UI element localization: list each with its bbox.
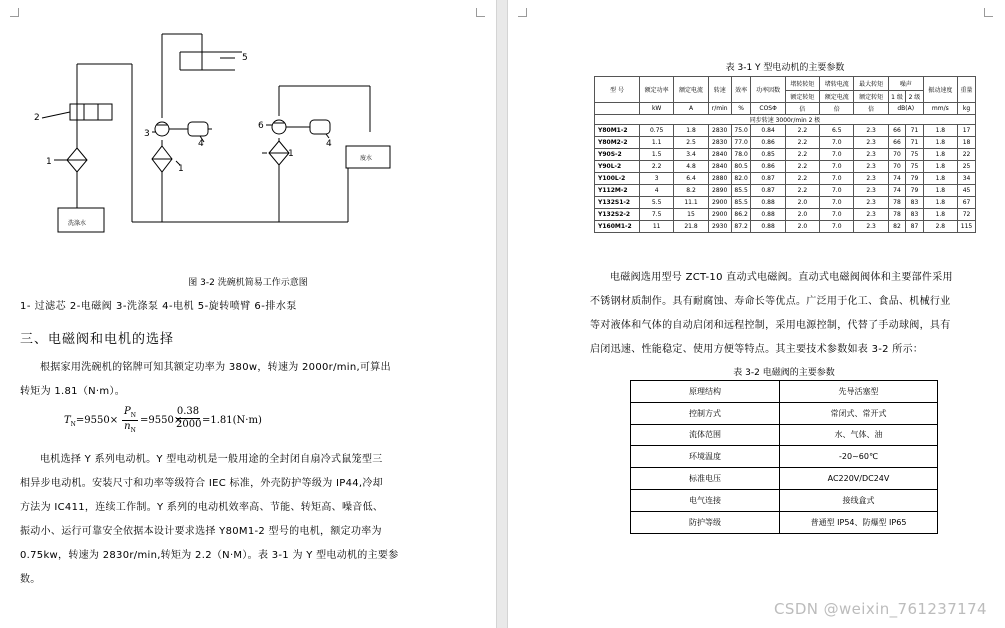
table-cell: 1.8	[923, 125, 957, 137]
table-row	[595, 125, 976, 137]
table-row	[595, 161, 976, 173]
motor	[188, 122, 208, 136]
table-cell: 1.8	[923, 197, 957, 209]
table-row	[595, 173, 976, 185]
table-row	[631, 489, 938, 511]
table-cell: 7.0	[820, 161, 854, 173]
table-row	[595, 209, 976, 221]
table-cell: 2930	[708, 221, 731, 233]
table-cell: 71	[906, 137, 923, 149]
table-cell: 7.0	[820, 197, 854, 209]
param-name-cell: 控制方式	[631, 402, 780, 424]
table-cell: 45	[958, 185, 976, 197]
motor-model-cell: Y132S2-2	[595, 209, 640, 221]
paragraph-line: 等对液体和气体的自动启闭和远程控制，采用电源控制，代替了手动球阀，具有	[590, 320, 951, 331]
param-value-cell: AC220V/DC24V	[780, 468, 938, 490]
table-cell: 25	[958, 161, 976, 173]
table-cell: 1.8	[674, 125, 708, 137]
table-cell: 0.88	[751, 209, 785, 221]
table-cell: 7.5	[640, 209, 674, 221]
table-cell: 2.2	[785, 185, 819, 197]
formula-symbol: P	[124, 406, 131, 417]
tank-label: 洗涤水	[68, 220, 87, 227]
paragraph-line: 相异步电动机。安装尺寸和功率等级符合 IEC 标准，外壳防护等级为 IP44,冷却	[20, 478, 383, 489]
formula-text: =9550×	[140, 415, 183, 426]
table-header-cell: 重量	[958, 77, 976, 103]
paragraph-line: 方法为 IC411，连续工作制。Y 系列的电动机效率高、节能、转矩高、噪音低、	[20, 502, 384, 513]
table-cell: 4	[640, 185, 674, 197]
paragraph-line: 数。	[20, 574, 41, 585]
table-cell: 11	[640, 221, 674, 233]
table-cell: 72	[958, 209, 976, 221]
motor-model-cell: Y132S1-2	[595, 197, 640, 209]
motor-model-cell: Y90S-2	[595, 149, 640, 161]
table-cell: 66	[888, 137, 905, 149]
table-cell: 21.8	[674, 221, 708, 233]
table-cell: 2.2	[785, 149, 819, 161]
table-cell: 66	[888, 125, 905, 137]
diagram-label: 2	[34, 113, 40, 123]
table-cell: 70	[888, 149, 905, 161]
diagram-label: 1	[46, 157, 52, 167]
table-cell: 4.8	[674, 161, 708, 173]
table-cell: 0.86	[751, 161, 785, 173]
table-cell: 7.0	[820, 173, 854, 185]
table-cell: 2.2	[785, 173, 819, 185]
param-value-cell: 水、气体、油	[780, 424, 938, 446]
formula-subscript: N	[70, 421, 76, 428]
table-cell: 7.0	[820, 221, 854, 233]
tank-label: 废水	[360, 155, 373, 162]
formula-subscript: N	[130, 427, 136, 434]
formula-text: =9550×	[75, 415, 119, 426]
table-unit-cell: mm/s	[923, 103, 957, 115]
table-caption: 表 3-2 电磁阀的主要参数	[733, 368, 835, 378]
table-cell: 11.1	[674, 197, 708, 209]
formula-symbol: T	[64, 415, 71, 426]
table-cell: 1.8	[923, 185, 957, 197]
table-cell: 74	[888, 185, 905, 197]
table-row	[595, 137, 976, 149]
formula-symbol: n	[124, 421, 131, 432]
table-cell: 7.0	[820, 149, 854, 161]
table-row	[631, 381, 938, 403]
wash-pump	[155, 122, 169, 136]
table-cell: 2.0	[785, 197, 819, 209]
table-header-cell: 最大转矩	[854, 77, 888, 91]
table-cell: 34	[958, 173, 976, 185]
table-row	[631, 402, 938, 424]
table-cell: 2.2	[785, 137, 819, 149]
paragraph	[590, 266, 1000, 362]
table-unit-cell: kW	[640, 103, 674, 115]
figure-caption: 图 3-2 洗碗机简易工作示意图	[188, 278, 308, 288]
formula-denominator: 2000	[176, 419, 202, 430]
param-name-cell: 流体范围	[631, 424, 780, 446]
paragraph-line: 电机选择 Y 系列电动机。Y 型电动机是一般用途的全封闭自扇冷式鼠笼型三	[40, 454, 383, 465]
table-header-cell: 额定转矩	[854, 91, 888, 103]
table-cell: 71	[906, 125, 923, 137]
table-cell: 77.0	[731, 137, 751, 149]
table-header-cell: 型 号	[595, 77, 640, 103]
paragraph	[20, 356, 490, 404]
table-cell: 2.3	[854, 197, 888, 209]
table-cell: 2.2	[785, 125, 819, 137]
table-header-cell: 堵转电流	[820, 77, 854, 91]
table-cell: 1.8	[923, 209, 957, 221]
table-cell: 0.88	[751, 221, 785, 233]
table-cell: 3.4	[674, 149, 708, 161]
table-cell: 0.87	[751, 173, 785, 185]
paragraph-line: 启闭迅速、性能稳定、使用方便等特点。其主要技术参数如表 3-2 所示：	[590, 344, 924, 355]
table-cell: 85.5	[731, 185, 751, 197]
table-cell: 3	[640, 173, 674, 185]
table-cell: 2.2	[640, 161, 674, 173]
corner-mark	[476, 8, 485, 17]
diagram-label: 6	[258, 121, 264, 131]
table-header-cell: 振动速度	[923, 77, 957, 103]
param-value-cell: 接线盒式	[780, 489, 938, 511]
diagram-label: 1	[288, 149, 294, 159]
motor	[310, 120, 330, 134]
diagram-label: 4	[198, 139, 204, 149]
table-row	[631, 424, 938, 446]
table-header-cell: 堵转转矩	[785, 77, 819, 91]
table-cell: 86.2	[731, 209, 751, 221]
table-header-cell: 额定电流	[674, 77, 708, 103]
table-cell: 7.0	[820, 209, 854, 221]
table-cell: 2890	[708, 185, 731, 197]
param-name-cell: 原理结构	[631, 381, 780, 403]
table-cell: 79	[906, 173, 923, 185]
formula-text: =1.81(N·m)	[202, 415, 262, 426]
table-cell: 2.2	[785, 161, 819, 173]
param-value-cell: 常闭式、常开式	[780, 402, 938, 424]
table-header-cell: 噪声	[888, 77, 923, 91]
table-header-cell: 功率因数	[751, 77, 785, 103]
table-unit-cell: A	[674, 103, 708, 115]
table-cell: 78	[888, 209, 905, 221]
paragraph-line: 电磁阀选用型号 ZCT-10 直动式电磁阀。直动式电磁阀阀体和主要部件采用	[610, 272, 953, 283]
table-header-cell: 2 级	[906, 91, 923, 103]
corner-mark	[10, 8, 19, 17]
table-unit-cell: COSΦ	[751, 103, 785, 115]
diagram-label: 1	[178, 164, 184, 174]
motor-model-cell: Y80M1-2	[595, 125, 640, 137]
table-cell: 7.0	[820, 185, 854, 197]
paragraph	[20, 448, 490, 592]
table-cell: 18	[958, 137, 976, 149]
table-cell: 2.8	[923, 221, 957, 233]
table-cell: 2.3	[854, 209, 888, 221]
table-cell: 2.3	[854, 221, 888, 233]
table-cell: 75	[906, 161, 923, 173]
paragraph-line: 转矩为 1.81（N·m）。	[20, 386, 126, 397]
table-unit-cell: 倍	[820, 103, 854, 115]
figure-legend: 1- 过滤芯 2-电磁阀 3-洗涤泵 4-电机 5-旋转喷臂 6-排水泵	[20, 301, 297, 312]
table-cell: 83	[906, 197, 923, 209]
table-cell: 1.8	[923, 137, 957, 149]
diagram-label: 3	[144, 129, 150, 139]
paragraph-line: 不锈钢材质制作。具有耐腐蚀、寿命长等优点。广泛用于化工、食品、机械行业	[590, 296, 951, 307]
table-row	[631, 446, 938, 468]
table-cell: 1.8	[923, 173, 957, 185]
watermark: CSDN @weixin_761237174	[774, 600, 987, 618]
table-row	[631, 511, 938, 533]
table-cell: 2840	[708, 149, 731, 161]
table-cell: 80.5	[731, 161, 751, 173]
table-cell: 6.5	[820, 125, 854, 137]
table-cell: 7.0	[820, 137, 854, 149]
param-name-cell: 环境温度	[631, 446, 780, 468]
param-value-cell: 普通型 IP54、防爆型 IP65	[780, 511, 938, 533]
section-title: 三、电磁阀和电机的选择	[20, 332, 175, 347]
valve-parameter-table	[630, 380, 938, 534]
paragraph-line: 0.75kw，转速为 2830r/min,转矩为 2.2（N·M）。表 3-1 为 Y 型电动机的主要参	[20, 550, 399, 561]
table-unit-cell: 倍	[854, 103, 888, 115]
table-cell: 1.8	[923, 149, 957, 161]
table-cell: 0.87	[751, 185, 785, 197]
table-cell: 79	[906, 185, 923, 197]
table-cell: 2.3	[854, 149, 888, 161]
table-cell: 8.2	[674, 185, 708, 197]
motor-model-cell: Y100L-2	[595, 173, 640, 185]
motor-model-cell: Y160M1-2	[595, 221, 640, 233]
table-unit-cell: kg	[958, 103, 976, 115]
motor-model-cell: Y90L-2	[595, 161, 640, 173]
table-cell: 0.75	[640, 125, 674, 137]
table-row	[595, 149, 976, 161]
formula-numerator: 0.38	[176, 406, 200, 417]
table-cell: 2880	[708, 173, 731, 185]
table-cell: 75.0	[731, 125, 751, 137]
table-cell: 0.84	[751, 125, 785, 137]
left-page	[0, 0, 496, 628]
table-cell: 82.0	[731, 173, 751, 185]
table-header-cell: 额定功率	[640, 77, 674, 103]
dishwasher-diagram	[30, 28, 430, 243]
table-cell: 0.85	[751, 149, 785, 161]
table-cell: 2.3	[854, 185, 888, 197]
table-unit-cell: 倍	[785, 103, 819, 115]
table-cell: 1.8	[923, 161, 957, 173]
table-cell: 2.0	[785, 209, 819, 221]
drain-pump	[272, 120, 286, 134]
param-name-cell: 电气连接	[631, 489, 780, 511]
table-header-cell: 1 级	[888, 91, 905, 103]
table-header-cell: 额定转矩	[785, 91, 819, 103]
table-header-cell: 额定电流	[820, 91, 854, 103]
paragraph-line: 根据家用洗碗机的铭牌可知其额定功率为 380w，转速为 2000r/min,可算出	[40, 362, 391, 373]
table-cell: 2.3	[854, 137, 888, 149]
motor-model-cell: Y112M-2	[595, 185, 640, 197]
motor-model-cell: Y80M2-2	[595, 137, 640, 149]
corner-mark	[518, 8, 527, 17]
table-header-cell: 效率	[731, 77, 751, 103]
table-cell: 74	[888, 173, 905, 185]
table-cell: 17	[958, 125, 976, 137]
diagram-label: 5	[242, 53, 248, 63]
table-cell: 6.4	[674, 173, 708, 185]
table-cell: 1.1	[640, 137, 674, 149]
table-cell: 2830	[708, 137, 731, 149]
table-row	[631, 468, 938, 490]
table-cell: 5.5	[640, 197, 674, 209]
table-row	[595, 221, 976, 233]
table-cell: 87	[906, 221, 923, 233]
table-cell: 15	[674, 209, 708, 221]
table-cell: 2.0	[785, 221, 819, 233]
table-cell: 2.3	[854, 173, 888, 185]
param-value-cell: -20~60℃	[780, 446, 938, 468]
solenoid-valve	[70, 104, 112, 120]
table-cell: 1.5	[640, 149, 674, 161]
paragraph-line: 振动小、运行可靠安全依据本设计要求选择 Y80M1-2 型号的电机，额定功率为	[20, 526, 382, 537]
table-cell: 83	[906, 209, 923, 221]
corner-mark	[984, 8, 993, 17]
table-cell: 115	[958, 221, 976, 233]
table-header-cell: 转速	[708, 77, 731, 103]
table-cell: 0.88	[751, 197, 785, 209]
sync-speed-row: 同步转速 3000r/min 2 极	[595, 115, 976, 125]
table-cell: 82	[888, 221, 905, 233]
table-unit-cell: r/min	[708, 103, 731, 115]
param-name-cell: 标准电压	[631, 468, 780, 490]
table-unit-cell: %	[731, 103, 751, 115]
page-gap	[496, 0, 508, 628]
table-cell: 85.5	[731, 197, 751, 209]
table-cell: 78.0	[731, 149, 751, 161]
table-cell: 78	[888, 197, 905, 209]
table-row	[595, 197, 976, 209]
table-unit-cell: dB(A)	[888, 103, 923, 115]
table-row	[595, 185, 976, 197]
table-cell: 2830	[708, 125, 731, 137]
table-cell: 2840	[708, 161, 731, 173]
table-cell: 2900	[708, 197, 731, 209]
table-cell: 2.3	[854, 125, 888, 137]
table-cell: 75	[906, 149, 923, 161]
diagram-label: 4	[326, 139, 332, 149]
table-caption: 表 3-1 Y 型电动机的主要参数	[725, 63, 845, 73]
table-cell: 2900	[708, 209, 731, 221]
param-value-cell: 先导活塞型	[780, 381, 938, 403]
table-cell: 67	[958, 197, 976, 209]
param-name-cell: 防护等级	[631, 511, 780, 533]
motor-parameter-table	[594, 76, 976, 233]
table-cell: 2.5	[674, 137, 708, 149]
formula-subscript: N	[130, 412, 136, 419]
table-cell: 22	[958, 149, 976, 161]
table-cell: 70	[888, 161, 905, 173]
table-cell: 0.86	[751, 137, 785, 149]
table-unit-cell	[595, 103, 640, 115]
table-cell: 2.3	[854, 161, 888, 173]
table-cell: 87.2	[731, 221, 751, 233]
